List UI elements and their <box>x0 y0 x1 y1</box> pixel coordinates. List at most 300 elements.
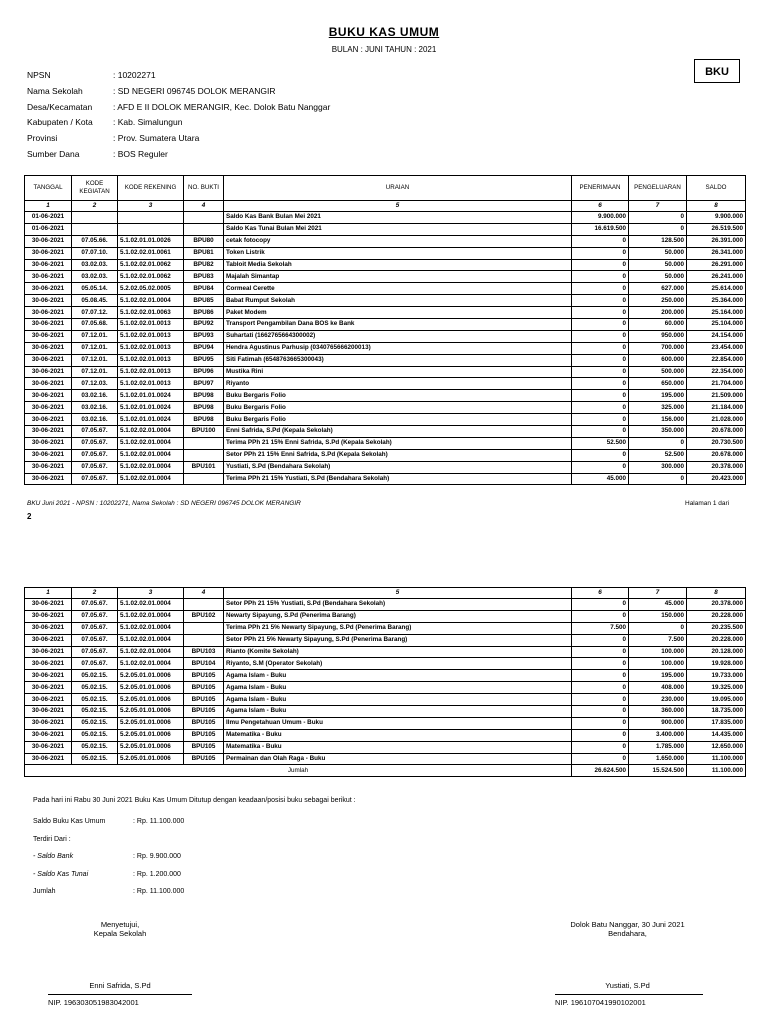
table-row <box>25 307 746 319</box>
kode-rekening-cell: 5.1.02.02.01.0013 <box>118 378 184 390</box>
no-bukti-cell: BPU103 <box>184 646 224 658</box>
uraian-cell: Suhartati (1662765664300002) <box>224 330 572 342</box>
summary-value: : Rp. 11.100.000 <box>133 818 185 825</box>
pengeluaran-cell: 195.000 <box>629 390 687 402</box>
summary-value: : Rp. 1.200.000 <box>133 870 181 878</box>
sig-left-nip: NIP. 196303051983042001 <box>48 998 139 1007</box>
penerimaan-cell: 0 <box>572 354 629 366</box>
column-header: SALDO <box>687 176 746 201</box>
no-bukti-cell <box>184 437 224 449</box>
saldo-cell: 26.519.500 <box>687 223 746 235</box>
table-row <box>25 717 746 729</box>
kode-kegiatan-cell: 03.02.16. <box>72 390 118 402</box>
kode-kegiatan-cell: 07.05.67. <box>72 610 118 622</box>
kode-rekening-cell: 5.1.02.02.01.0004 <box>118 634 184 646</box>
saldo-cell: 22.854.000 <box>687 354 746 366</box>
no-bukti-cell <box>184 449 224 461</box>
kode-kegiatan-cell: 07.05.67. <box>72 634 118 646</box>
uraian-cell: cetak fotocopy <box>224 235 572 247</box>
uraian-cell: Setor PPh 21 5% Newarty Sipayung, S.Pd (Penerima Barang) <box>224 634 572 646</box>
kode-rekening-cell: 5.1.02.02.01.0013 <box>118 330 184 342</box>
saldo-cell: 21.028.000 <box>687 414 746 426</box>
no-bukti-cell <box>184 223 224 235</box>
kode-rekening-cell: 5.1.02.02.01.0004 <box>118 658 184 670</box>
summary-row <box>33 871 184 889</box>
date-cell: 30-06-2021 <box>25 753 72 765</box>
penerimaan-cell: 16.619.500 <box>572 223 629 235</box>
no-bukti-cell: BPU105 <box>184 741 224 753</box>
saldo-cell: 20.128.000 <box>687 646 746 658</box>
date-cell: 30-06-2021 <box>25 390 72 402</box>
penerimaan-cell: 0 <box>572 599 629 611</box>
column-index: 3 <box>118 588 184 599</box>
pengeluaran-cell: 0 <box>629 622 687 634</box>
kode-rekening-cell: 5.2.05.01.01.0006 <box>118 729 184 741</box>
saldo-cell: 26.341.000 <box>687 247 746 259</box>
uraian-cell: Paket Modem <box>224 307 572 319</box>
info-value: : Kab. Simalungun <box>113 117 183 128</box>
penerimaan-cell: 0 <box>572 646 629 658</box>
table-row <box>25 271 746 283</box>
sig-left-line <box>48 994 192 995</box>
kode-kegiatan-cell: 07.12.01. <box>72 342 118 354</box>
no-bukti-cell <box>184 622 224 634</box>
summary-row <box>33 888 184 906</box>
saldo-cell: 20.235.500 <box>687 622 746 634</box>
saldo-cell: 20.378.000 <box>687 461 746 473</box>
no-bukti-cell: BPU96 <box>184 366 224 378</box>
sig-right-line <box>555 994 703 995</box>
pengeluaran-cell: 900.000 <box>629 717 687 729</box>
date-cell: 30-06-2021 <box>25 610 72 622</box>
table-row <box>25 414 746 426</box>
no-bukti-cell: BPU105 <box>184 729 224 741</box>
pengeluaran-cell: 7.500 <box>629 634 687 646</box>
kode-rekening-cell: 5.1.02.02.01.0004 <box>118 646 184 658</box>
table-row <box>25 461 746 473</box>
column-header: PENERIMAAN <box>572 176 629 201</box>
date-cell: 30-06-2021 <box>25 729 72 741</box>
saldo-cell: 26.241.000 <box>687 271 746 283</box>
saldo-cell: 20.730.500 <box>687 437 746 449</box>
kode-rekening-cell <box>118 212 184 224</box>
column-index: 1 <box>25 201 72 212</box>
date-cell: 30-06-2021 <box>25 461 72 473</box>
table-row <box>25 599 746 611</box>
column-header: KODE KEGIATAN <box>72 176 118 201</box>
saldo-cell: 21.184.000 <box>687 402 746 414</box>
pengeluaran-cell: 650.000 <box>629 378 687 390</box>
column-index: 8 <box>687 588 746 599</box>
no-bukti-cell: BPU102 <box>184 610 224 622</box>
kode-rekening-cell: 5.1.02.02.01.0062 <box>118 259 184 271</box>
pengeluaran-cell: 408.000 <box>629 682 687 694</box>
saldo-cell: 20.678.000 <box>687 449 746 461</box>
no-bukti-cell: BPU105 <box>184 717 224 729</box>
penerimaan-cell: 0 <box>572 753 629 765</box>
table-row <box>25 694 746 706</box>
penerimaan-cell: 0 <box>572 610 629 622</box>
info-value: : SD NEGERI 096745 DOLOK MERANGIR <box>113 85 276 96</box>
kode-kegiatan-cell: 07.05.68. <box>72 319 118 331</box>
document-title: BUKU KAS UMUM <box>328 25 440 39</box>
penerimaan-cell: 0 <box>572 402 629 414</box>
date-cell: 01-06-2021 <box>25 212 72 224</box>
table-row <box>25 658 746 670</box>
info-row <box>27 86 330 102</box>
date-cell: 30-06-2021 <box>25 402 72 414</box>
pengeluaran-cell: 52.500 <box>629 449 687 461</box>
table-row <box>25 223 746 235</box>
table-row <box>25 634 746 646</box>
saldo-cell: 26.291.000 <box>687 259 746 271</box>
pengeluaran-cell: 3.400.000 <box>629 729 687 741</box>
saldo-cell: 21.509.000 <box>687 390 746 402</box>
uraian-cell: Hendra Agustinus Parhusip (0340765666200013) <box>224 342 572 354</box>
table-row <box>25 283 746 295</box>
column-index: 6 <box>572 588 629 599</box>
column-index: 3 <box>118 201 184 212</box>
kode-rekening-cell: 5.1.02.02.01.0013 <box>118 342 184 354</box>
info-row <box>27 117 330 133</box>
column-index: 6 <box>572 201 629 212</box>
kode-kegiatan-cell: 07.05.67. <box>72 437 118 449</box>
uraian-cell: Saldo Kas Bank Bulan Mei 2021 <box>224 212 572 224</box>
pengeluaran-cell: 100.000 <box>629 646 687 658</box>
info-value: : 10202271 <box>113 70 156 80</box>
date-cell: 30-06-2021 <box>25 247 72 259</box>
pengeluaran-cell: 200.000 <box>629 307 687 319</box>
no-bukti-cell <box>184 473 224 485</box>
pengeluaran-cell: 50.000 <box>629 259 687 271</box>
kode-rekening-cell <box>118 223 184 235</box>
date-cell: 30-06-2021 <box>25 473 72 485</box>
uraian-cell: Terima PPh 21 5% Newarty Sipayung, S.Pd (Penerima Barang) <box>224 622 572 634</box>
penerimaan-cell: 0 <box>572 342 629 354</box>
pengeluaran-cell: 50.000 <box>629 247 687 259</box>
column-header: KODE REKENING <box>118 176 184 201</box>
saldo-cell: 21.704.000 <box>687 378 746 390</box>
column-index: 2 <box>72 588 118 599</box>
sig-left-line1: Menyetujui, <box>100 920 140 929</box>
kode-kegiatan-cell: 07.05.67. <box>72 622 118 634</box>
penerimaan-cell: 0 <box>572 658 629 670</box>
saldo-cell: 11.100.000 <box>687 753 746 765</box>
date-cell: 30-06-2021 <box>25 354 72 366</box>
date-cell: 30-06-2021 <box>25 319 72 331</box>
date-cell: 30-06-2021 <box>25 634 72 646</box>
kode-kegiatan-cell: 07.12.01. <box>72 330 118 342</box>
uraian-cell: Agama Islam - Buku <box>224 706 572 718</box>
summary-label: - Saldo Bank <box>33 853 74 860</box>
date-cell: 30-06-2021 <box>25 342 72 354</box>
page-halaman: Halaman 1 dari <box>685 500 730 507</box>
uraian-cell: Matematika - Buku <box>224 729 572 741</box>
kode-kegiatan-cell: 07.05.67. <box>72 461 118 473</box>
kode-kegiatan-cell: 07.12.01. <box>72 366 118 378</box>
uraian-cell: Setor PPh 21 15% Yustiati, S.Pd (Bendahara Sekolah) <box>224 599 572 611</box>
date-cell: 30-06-2021 <box>25 658 72 670</box>
penerimaan-cell: 0 <box>572 259 629 271</box>
kode-rekening-cell: 5.1.02.02.01.0004 <box>118 610 184 622</box>
kode-kegiatan-cell: 05.02.15. <box>72 741 118 753</box>
total-penerimaan: 26.624.500 <box>572 765 629 777</box>
uraian-cell: Terima PPh 21 15% Enni Safrida, S.Pd (Kepala Sekolah) <box>224 437 572 449</box>
saldo-cell: 14.435.000 <box>687 729 746 741</box>
kode-kegiatan-cell: 03.02.03. <box>72 271 118 283</box>
no-bukti-cell: BPU97 <box>184 378 224 390</box>
pengeluaran-cell: 195.000 <box>629 670 687 682</box>
date-cell: 30-06-2021 <box>25 271 72 283</box>
info-value: : BOS Reguler <box>113 148 168 159</box>
kode-kegiatan-cell: 07.05.67. <box>72 658 118 670</box>
info-label: NPSN <box>27 70 51 80</box>
pengeluaran-cell: 950.000 <box>629 330 687 342</box>
penerimaan-cell: 7.500 <box>572 622 629 634</box>
pengeluaran-cell: 250.000 <box>629 295 687 307</box>
kode-rekening-cell: 5.1.02.01.01.0026 <box>118 235 184 247</box>
info-value: : Prov. Sumatera Utara <box>113 133 200 144</box>
no-bukti-cell: BPU105 <box>184 682 224 694</box>
uraian-cell: Buku Bergaris Folio <box>224 414 572 426</box>
penerimaan-cell: 0 <box>572 634 629 646</box>
summary-row <box>33 818 184 836</box>
table-row <box>25 235 746 247</box>
sig-right-nip: NIP. 196107041990102001 <box>555 998 646 1007</box>
saldo-cell: 19.095.000 <box>687 694 746 706</box>
uraian-cell: Yustiati, S.Pd (Bendahara Sekolah) <box>224 461 572 473</box>
date-cell: 30-06-2021 <box>25 741 72 753</box>
penerimaan-cell: 0 <box>572 319 629 331</box>
uraian-cell: Terima PPh 21 15% Yustiati, S.Pd (Bendahara Sekolah) <box>224 473 572 485</box>
no-bukti-cell: BPU100 <box>184 426 224 438</box>
saldo-cell: 20.228.000 <box>687 634 746 646</box>
no-bukti-cell <box>184 212 224 224</box>
totals-row <box>25 765 746 777</box>
column-index: 4 <box>184 588 224 599</box>
date-cell: 30-06-2021 <box>25 670 72 682</box>
kode-rekening-cell: 5.2.02.05.02.0005 <box>118 283 184 295</box>
pengeluaran-cell: 0 <box>629 223 687 235</box>
kode-kegiatan-cell: 03.02.03. <box>72 259 118 271</box>
kode-kegiatan-cell <box>72 212 118 224</box>
penerimaan-cell: 0 <box>572 682 629 694</box>
kode-rekening-cell: 5.1.02.02.01.0062 <box>118 271 184 283</box>
no-bukti-cell: BPU84 <box>184 283 224 295</box>
table-row <box>25 378 746 390</box>
column-header: URAIAN <box>224 176 572 201</box>
kode-rekening-cell: 5.2.05.01.01.0006 <box>118 706 184 718</box>
penerimaan-cell: 0 <box>572 366 629 378</box>
school-info <box>27 70 330 165</box>
bku-table-page1 <box>24 175 746 485</box>
uraian-cell: Ilmu Pengetahuan Umum - Buku <box>224 717 572 729</box>
date-cell: 30-06-2021 <box>25 330 72 342</box>
pengeluaran-cell: 0 <box>629 437 687 449</box>
kode-kegiatan-cell <box>72 223 118 235</box>
penerimaan-cell: 52.500 <box>572 437 629 449</box>
uraian-cell: Agama Islam - Buku <box>224 682 572 694</box>
penerimaan-cell: 0 <box>572 330 629 342</box>
saldo-cell: 17.835.000 <box>687 717 746 729</box>
kode-kegiatan-cell: 03.02.16. <box>72 414 118 426</box>
penerimaan-cell: 0 <box>572 706 629 718</box>
pengeluaran-cell: 700.000 <box>629 342 687 354</box>
kode-rekening-cell: 5.1.02.02.01.0013 <box>118 354 184 366</box>
penerimaan-cell: 9.900.000 <box>572 212 629 224</box>
pengeluaran-cell: 300.000 <box>629 461 687 473</box>
kode-rekening-cell: 5.1.02.02.01.0004 <box>118 599 184 611</box>
kode-rekening-cell: 5.2.05.01.01.0006 <box>118 682 184 694</box>
uraian-cell: Cormeal Cerette <box>224 283 572 295</box>
uraian-cell: Enni Safrida, S.Pd (Kepala Sekolah) <box>224 426 572 438</box>
kode-kegiatan-cell: 05.02.15. <box>72 670 118 682</box>
no-bukti-cell: BPU104 <box>184 658 224 670</box>
kode-rekening-cell: 5.1.02.02.01.0004 <box>118 622 184 634</box>
page-total: 2 <box>27 512 32 521</box>
page-footer-note: BKU Juni 2021 - NPSN : 10202271, Nama Sekolah : SD NEGERI 096745 DOLOK MERANGIR <box>27 500 301 507</box>
no-bukti-cell: BPU94 <box>184 342 224 354</box>
date-cell: 30-06-2021 <box>25 366 72 378</box>
kode-rekening-cell: 5.1.02.02.01.0061 <box>118 247 184 259</box>
penerimaan-cell: 0 <box>572 235 629 247</box>
kode-kegiatan-cell: 05.05.14. <box>72 283 118 295</box>
kode-kegiatan-cell: 03.02.16. <box>72 402 118 414</box>
pengeluaran-cell: 0 <box>629 473 687 485</box>
kode-kegiatan-cell: 05.02.15. <box>72 682 118 694</box>
penerimaan-cell: 0 <box>572 670 629 682</box>
summary-label: Saldo Buku Kas Umum <box>33 818 106 825</box>
no-bukti-cell <box>184 599 224 611</box>
column-index: 1 <box>25 588 72 599</box>
date-cell: 30-06-2021 <box>25 235 72 247</box>
pengeluaran-cell: 350.000 <box>629 426 687 438</box>
kode-rekening-cell: 5.2.05.01.01.0006 <box>118 717 184 729</box>
uraian-cell: Agama Islam - Buku <box>224 670 572 682</box>
no-bukti-cell: BPU80 <box>184 235 224 247</box>
kode-rekening-cell: 5.2.05.01.01.0006 <box>118 694 184 706</box>
penerimaan-cell: 45.000 <box>572 473 629 485</box>
bku-badge: BKU <box>694 59 740 83</box>
info-label: Sumber Dana <box>27 148 80 159</box>
saldo-cell: 23.454.000 <box>687 342 746 354</box>
total-saldo: 11.100.000 <box>687 765 746 777</box>
total-pengeluaran: 15.524.500 <box>629 765 687 777</box>
table-row <box>25 426 746 438</box>
pengeluaran-cell: 128.500 <box>629 235 687 247</box>
signature-left <box>40 920 200 938</box>
kode-rekening-cell: 5.1.02.02.01.0004 <box>118 473 184 485</box>
table-row <box>25 295 746 307</box>
saldo-cell: 18.735.000 <box>687 706 746 718</box>
table-row <box>25 342 746 354</box>
kode-rekening-cell: 5.1.02.02.01.0004 <box>118 461 184 473</box>
kode-rekening-cell: 5.1.02.02.01.0013 <box>118 319 184 331</box>
uraian-cell: Transport Pengambilan Dana BOS ke Bank <box>224 319 572 331</box>
saldo-cell: 20.228.000 <box>687 610 746 622</box>
pengeluaran-cell: 230.000 <box>629 694 687 706</box>
sig-left-name: Enni Safrida, S.Pd <box>89 981 151 990</box>
penerimaan-cell: 0 <box>572 426 629 438</box>
info-label: Provinsi <box>27 133 58 144</box>
column-index: 7 <box>629 201 687 212</box>
table-row <box>25 390 746 402</box>
column-index: 5 <box>224 201 572 212</box>
column-header: PENGELUARAN <box>629 176 687 201</box>
no-bukti-cell: BPU98 <box>184 414 224 426</box>
column-index-row <box>25 588 746 599</box>
no-bukti-cell <box>184 634 224 646</box>
date-cell: 30-06-2021 <box>25 449 72 461</box>
table-row <box>25 330 746 342</box>
saldo-cell: 12.650.000 <box>687 741 746 753</box>
table-row <box>25 741 746 753</box>
date-cell: 30-06-2021 <box>25 283 72 295</box>
kode-kegiatan-cell: 07.12.03. <box>72 378 118 390</box>
summary-value: : Rp. 11.100.000 <box>133 888 185 895</box>
signature-right <box>545 920 710 938</box>
info-label: Kabupaten / Kota <box>27 117 93 128</box>
table-row <box>25 212 746 224</box>
table-row <box>25 610 746 622</box>
kode-rekening-cell: 5.2.05.01.01.0006 <box>118 753 184 765</box>
kode-rekening-cell: 5.2.05.01.01.0006 <box>118 670 184 682</box>
no-bukti-cell: BPU81 <box>184 247 224 259</box>
bku-table-page2 <box>24 587 746 777</box>
kode-rekening-cell: 5.1.02.01.01.0024 <box>118 390 184 402</box>
date-cell: 30-06-2021 <box>25 706 72 718</box>
date-cell: 30-06-2021 <box>25 717 72 729</box>
saldo-cell: 19.733.000 <box>687 670 746 682</box>
kode-rekening-cell: 5.1.02.01.01.0024 <box>118 414 184 426</box>
pengeluaran-cell: 325.000 <box>629 402 687 414</box>
pengeluaran-cell: 627.000 <box>629 283 687 295</box>
kode-kegiatan-cell: 05.02.15. <box>72 717 118 729</box>
date-cell: 30-06-2021 <box>25 259 72 271</box>
info-row <box>27 149 330 165</box>
penerimaan-cell: 0 <box>572 378 629 390</box>
date-cell: 30-06-2021 <box>25 694 72 706</box>
summary-row <box>33 836 184 854</box>
column-header: TANGGAL <box>25 176 72 201</box>
uraian-cell: Setor PPh 21 15% Enni Safrida, S.Pd (Kepala Sekolah) <box>224 449 572 461</box>
saldo-cell: 20.678.000 <box>687 426 746 438</box>
no-bukti-cell: BPU98 <box>184 402 224 414</box>
table-row <box>25 247 746 259</box>
saldo-cell: 25.614.000 <box>687 283 746 295</box>
table-row <box>25 366 746 378</box>
info-label: Desa/Kecamatan <box>27 101 93 112</box>
saldo-cell: 19.325.000 <box>687 682 746 694</box>
document-subtitle: BULAN : JUNI TAHUN : 2021 <box>331 45 437 54</box>
table-row <box>25 622 746 634</box>
date-cell: 30-06-2021 <box>25 414 72 426</box>
no-bukti-cell: BPU105 <box>184 753 224 765</box>
saldo-cell: 25.104.000 <box>687 319 746 331</box>
penerimaan-cell: 0 <box>572 295 629 307</box>
uraian-cell: Token Listrik <box>224 247 572 259</box>
no-bukti-cell: BPU85 <box>184 295 224 307</box>
table-row <box>25 682 746 694</box>
pengeluaran-cell: 360.000 <box>629 706 687 718</box>
kode-kegiatan-cell: 07.05.67. <box>72 646 118 658</box>
pengeluaran-cell: 60.000 <box>629 319 687 331</box>
no-bukti-cell: BPU105 <box>184 706 224 718</box>
saldo-cell: 19.928.000 <box>687 658 746 670</box>
penerimaan-cell: 0 <box>572 741 629 753</box>
penerimaan-cell: 0 <box>572 461 629 473</box>
saldo-cell: 25.164.000 <box>687 307 746 319</box>
